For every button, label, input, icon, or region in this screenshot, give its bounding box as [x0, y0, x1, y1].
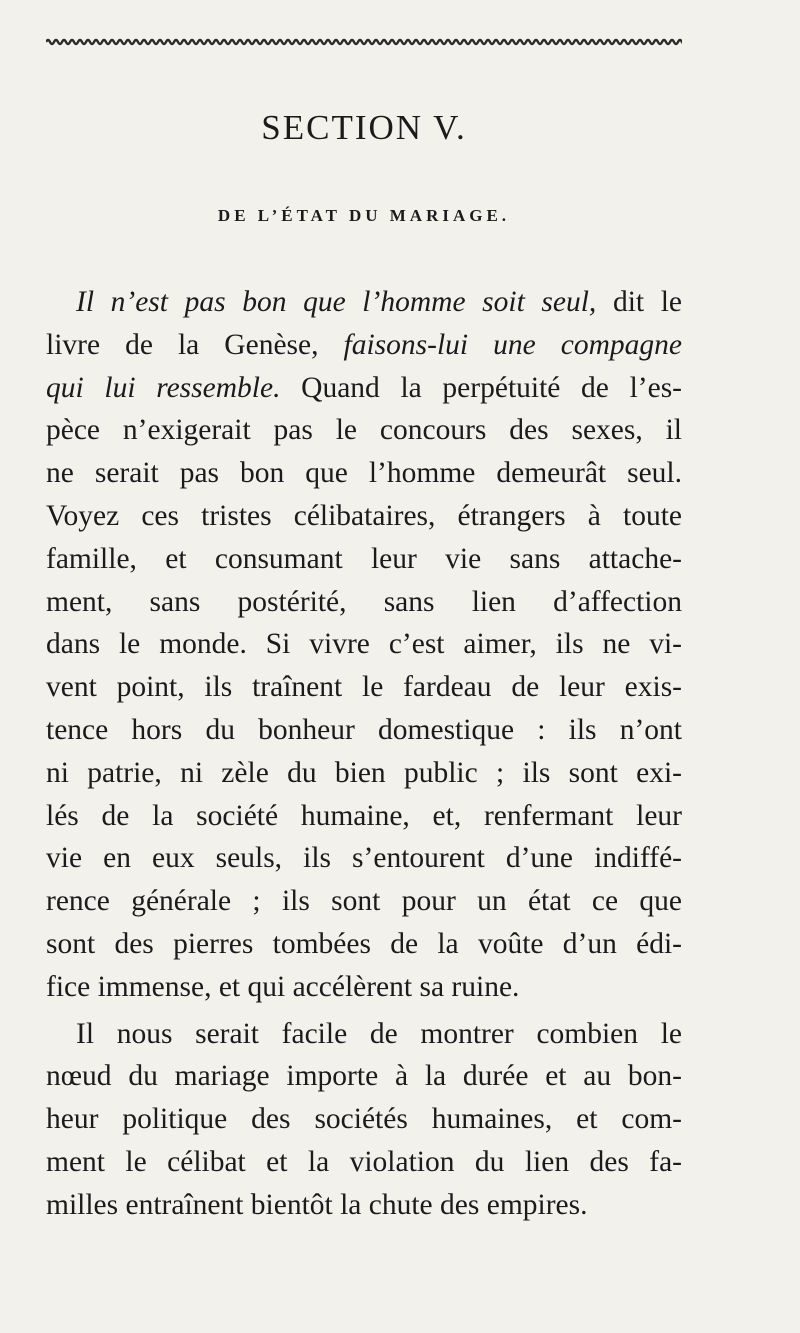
text-segment: pèce n’exigerait pas le concours des sexes, il [46, 414, 682, 447]
text-segment: dans le monde. Si vivre c’est aimer, ils ne vi- [46, 628, 682, 661]
section-subtitle: DE L’ÉTAT DU MARIAGE. [217, 206, 511, 225]
text-line [46, 666, 682, 709]
text-segment: heur politique des sociétés humaines, et com- [46, 1103, 682, 1136]
text-line [46, 367, 682, 410]
text-segment: milles entraînent bientôt la chute des empires. [46, 1188, 588, 1221]
text-segment: vie en eux seuls, ils s’entourent d’une indiffé- [46, 842, 682, 875]
text-segment: fice immense, et qui accélèrent sa ruine. [46, 970, 520, 1003]
text-segment: sont des pierres tombées de la voûte d’un édi- [46, 927, 682, 960]
text-line [46, 538, 682, 581]
text-line [46, 880, 682, 923]
text-line [46, 709, 682, 752]
text-segment: nœud du mariage importe à la durée et au bon- [46, 1060, 682, 1093]
section-title: SECTION V. [261, 108, 467, 147]
text-line [46, 1098, 682, 1141]
text-line [46, 923, 682, 966]
text-line [46, 581, 682, 624]
text-line [46, 795, 682, 838]
text-segment: famille, et consumant leur vie sans attache- [46, 542, 682, 575]
text-segment: rence générale ; ils sont pour un état ce que [46, 885, 682, 918]
text-segment: ment, sans postérité, sans lien d’affection [46, 585, 682, 618]
italic-text: qui lui ressemble. [46, 371, 281, 404]
text-line [46, 966, 682, 1009]
text-line [46, 752, 682, 795]
text-segment: tence hors du bonheur domestique : ils n’ont [46, 713, 682, 746]
text-line [46, 409, 682, 452]
text-segment: Il nous serait facile de montrer combien le [76, 1017, 682, 1050]
italic-text: faisons-lui une compagne [343, 328, 683, 361]
text-line [46, 623, 682, 666]
text-line [46, 1013, 682, 1056]
text-segment: Quand la perpétuité de l’es- [280, 371, 682, 404]
text-segment: livre de la Genèse, [46, 328, 344, 361]
text-segment: ne serait pas bon que l’homme demeurât seul. [46, 457, 682, 490]
text-line [46, 452, 682, 495]
text-line [46, 1141, 682, 1184]
decorative-wavy-rule [46, 36, 682, 48]
body-text [46, 281, 682, 1227]
italic-text: Il n’est pas bon que l’homme soit seul, [76, 286, 597, 318]
text-line [46, 1055, 682, 1098]
text-line [46, 281, 682, 324]
text-line [46, 324, 682, 367]
text-line [46, 837, 682, 880]
text-segment: Voyez ces tristes célibataires, étrangers à toute [46, 499, 682, 532]
text-segment: ment le célibat et la violation du lien des fa- [46, 1145, 682, 1178]
text-segment: lés de la société humaine, et, renfermant leur [46, 799, 682, 832]
text-line [46, 495, 682, 538]
text-segment: ni patrie, ni zèle du bien public ; ils sont exi- [46, 756, 682, 789]
text-segment: vent point, ils traînent le fardeau de leur exis- [46, 671, 682, 704]
text-segment: dit le [596, 286, 682, 318]
text-line [46, 1184, 682, 1227]
